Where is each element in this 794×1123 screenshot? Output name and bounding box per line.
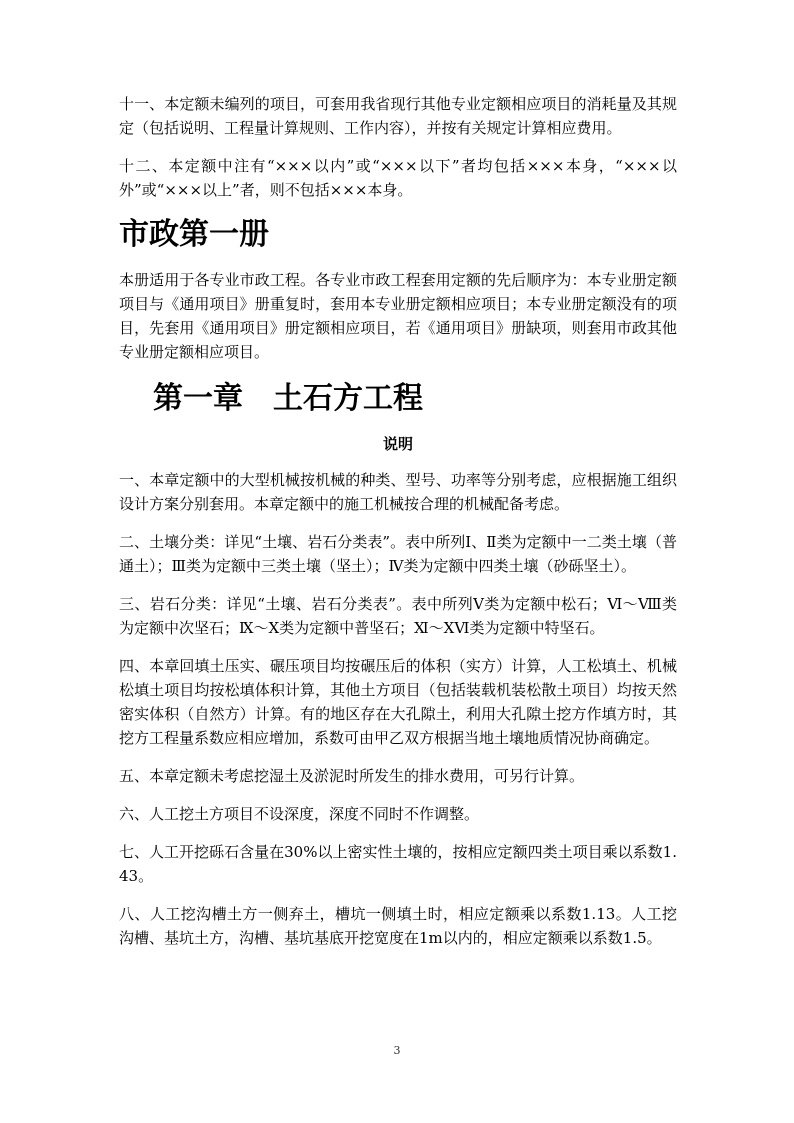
chapter-item-4: 四、本章回填土压实、碾压项目均按碾压后的体积（实方）计算，人工松填土、机械松填土项目均按松填体积计算，其他土方项目（包括装载机装松散土项目）均按天然密实体积（自然方）计算。有的地区存在大孔隙土，利用大孔隙土挖方作填方时，其挖方工程量系数应相应增加，系数可由甲乙双方根据当地土壤地质情况协商确定。	[119, 657, 677, 747]
page-content	[119, 92, 677, 964]
chapter-item-1: 一、本章定额中的大型机械按机械的种类、型号、功率等分别考虑，应根据施工组织设计方案分别套用。本章定额中的施工机械按合理的机械配备考虑。	[119, 471, 677, 513]
chapter-subtitle: 说明	[382, 435, 413, 453]
paragraph-item-11: 十一、本定额未编列的项目，可套用我省现行其他专业定额相应项目的消耗量及其规定（包括说明、工程量计算规则、工作内容），并按有关规定计算相应费用。	[119, 95, 677, 137]
chapter-item-3: 三、岩石分类：详见“土壤、岩石分类表”。表中所列Ⅴ类为定额中松石；Ⅵ～Ⅷ类为定额中次坚石；Ⅸ～Ⅹ类为定额中普坚石；Ⅺ～ⅩⅥ类为定额中特坚石。	[119, 595, 677, 637]
chapter-item-2: 二、土壤分类：详见“土壤、岩石分类表”。表中所列Ⅰ、Ⅱ类为定额中一二类土壤（普通土）；Ⅲ类为定额中三类土壤（坚土）；Ⅳ类为定额中四类土壤（砂砾坚土）。	[119, 533, 677, 575]
page-number: 3	[393, 1044, 401, 1057]
chapter-item-8: 八、人工挖沟槽土方一侧弃土，槽坑一侧填土时，相应定额乘以系数1.13。人工挖沟槽、基坑土方，沟槽、基坑基底开挖宽度在1m以内的，相应定额乘以系数1.5。	[119, 905, 677, 947]
volume-title: 市政第一册	[119, 217, 269, 252]
volume-intro: 本册适用于各专业市政工程。各专业市政工程套用定额的先后顺序为：本专业册定额项目与《通用项目》册重复时，套用本专业册定额相应项目；本专业册定额没有的项目，先套用《通用项目》册定额相应项目，若《通用项目》册缺项，则套用市政其他专业册定额相应项目。	[119, 271, 677, 361]
chapter-item-7: 七、人工开挖砾石含量在30%以上密实性土壤的，按相应定额四类土项目乘以系数1.43。	[119, 843, 677, 885]
chapter-item-5: 五、本章定额未考虑挖湿土及淤泥时所发生的排水费用，可另行计算。	[119, 767, 585, 785]
paragraph-item-12: 十二、本定额中注有“×××以内”或“×××以下”者均包括×××本身，“×××以外”或“×××以上”者，则不包括×××本身。	[119, 157, 677, 199]
chapter-item-6: 六、人工挖土方项目不设深度，深度不同时不作调整。	[119, 805, 480, 823]
chapter-title: 第一章 土石方工程	[153, 381, 423, 416]
